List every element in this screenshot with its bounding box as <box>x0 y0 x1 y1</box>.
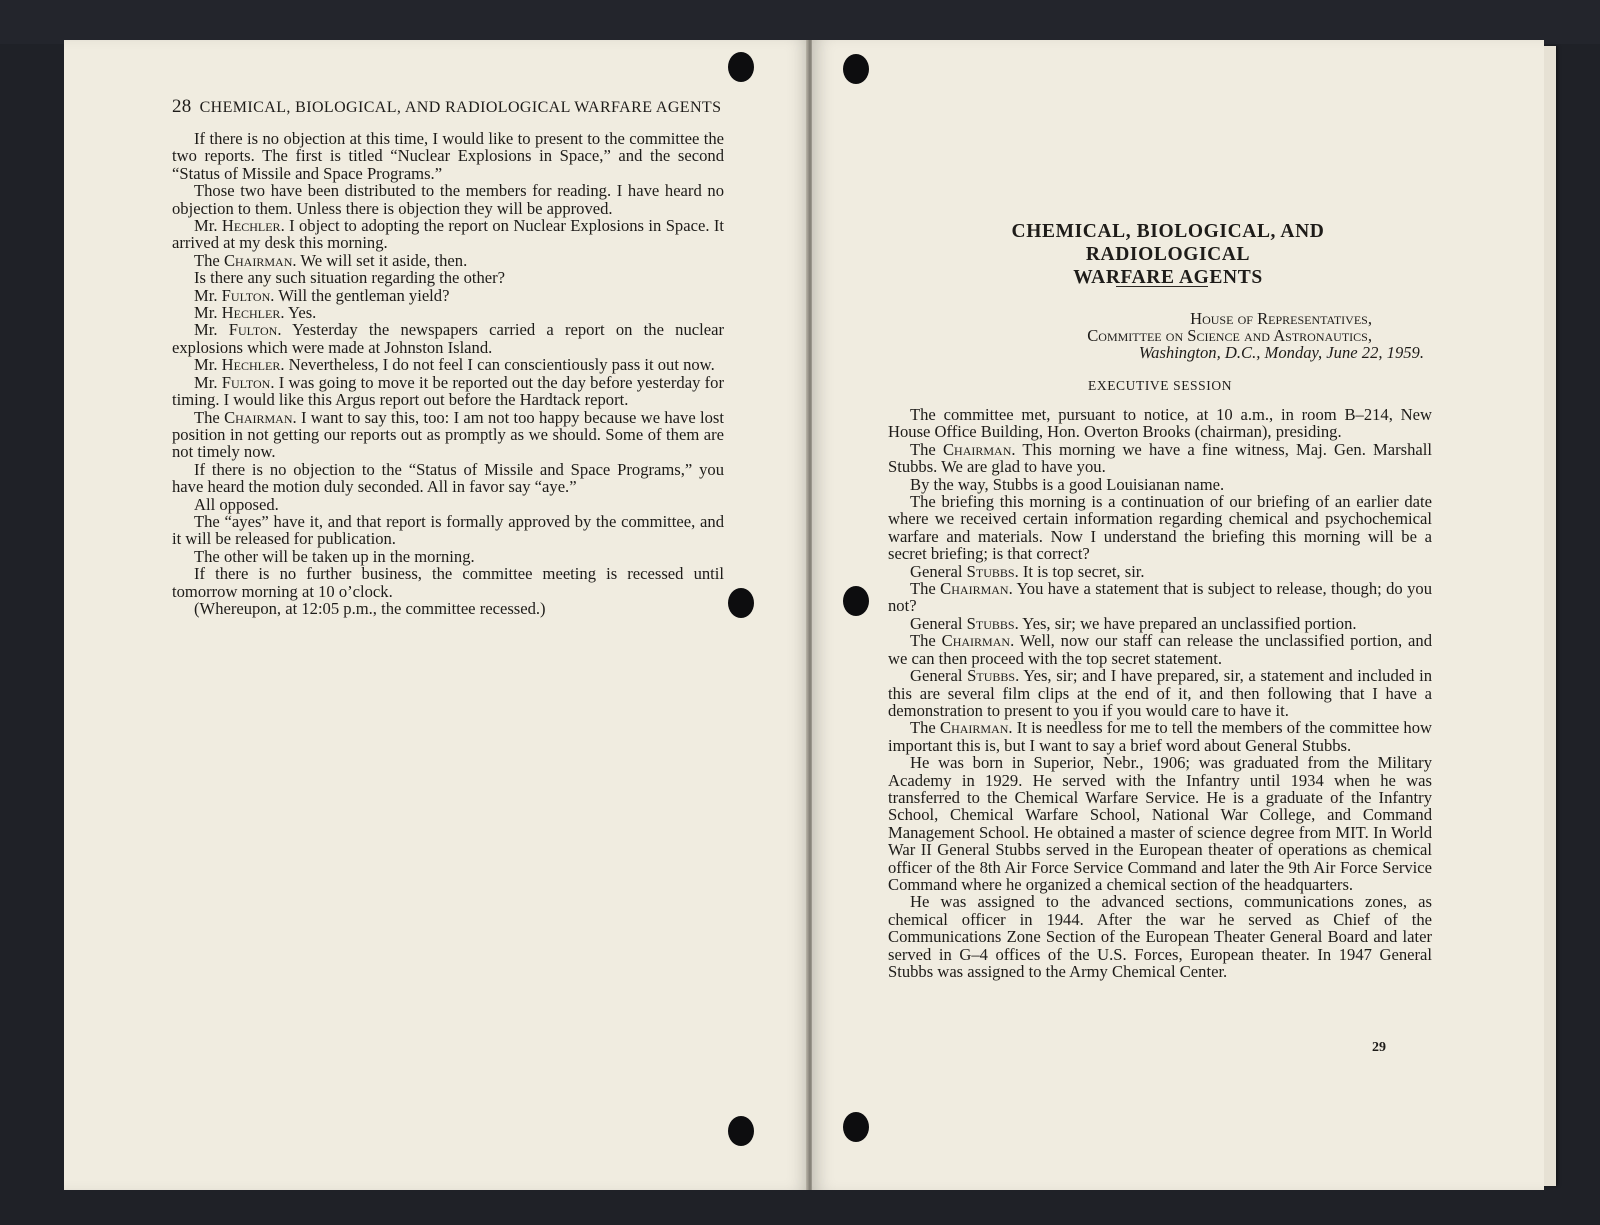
paragraph: He was assigned to the advanced sections, communications zones, as chemical officer in 1944. After the war he served as Chief of the Communications Zone Section of the European Theater General Board and later served in G–4 offices of the U.S. Forces, European theater. In 1947 General Stubbs was assigned to the Army Chemical Center. <box>888 892 1432 981</box>
paragraph: The “ayes” have it, and that report is formally approved by the committee, and it will be released for publication. <box>172 511 724 549</box>
binding-hole <box>843 1112 869 1142</box>
left-page <box>64 40 810 1190</box>
paragraph: The Chairman. It is needless for me to tell the members of the committee how important this is, but I want to say a brief word about General Stubbs. <box>888 718 1432 755</box>
paragraph: (Whereupon, at 12:05 p.m., the committee recessed.) <box>194 598 546 618</box>
session-heading: EXECUTIVE SESSION <box>1088 378 1233 393</box>
paragraph: The Chairman. Well, now our staff can release the unclassified portion, and we can then proceed with the top secret statement. <box>888 631 1432 668</box>
binding-hole <box>843 54 869 84</box>
speaker-name: Fulton <box>228 320 278 340</box>
bleed-through-text <box>174 740 734 1080</box>
title-rule <box>1116 286 1208 287</box>
right-body-text <box>888 406 1432 980</box>
paragraph: The Chairman. We will set it aside, then. <box>194 250 468 270</box>
speaker-name: Chairman <box>223 250 293 270</box>
binding-hole <box>843 586 869 616</box>
committee-line: Committee on Science and Astronautics, <box>1087 326 1372 345</box>
paragraph: He was born in Superior, Nebr., 1906; was graduated from the Military Academy in 1929. He served with the Infantry until 1934 when he was transferred to the Chemical Warfare Service. He is a graduate of the Infantry School, Chemical Warfare School, National War College, and Command Management School. He obtained a master of science degree from MIT. In World War II General Stubbs served in the European theater of operations as chemical officer of the 8th Air Force Service Command and later the 9th Air Force Service Command where he organized a chemical section of the headquarters. <box>888 753 1432 894</box>
house-line: House of Representatives, <box>1190 309 1372 328</box>
speaker-name: Chairman <box>224 407 293 427</box>
binding-hole <box>728 588 754 618</box>
paragraph: If there is no objection to the “Status of Missile and Space Programs,” you have heard the motion duly seconded. All in favor say “aye.” <box>172 459 724 497</box>
paragraph: Mr. Fulton. Will the gentleman yield? <box>194 285 450 305</box>
speaker-name: Fulton <box>221 285 271 305</box>
binding-hole <box>728 1116 754 1146</box>
paragraph: The briefing this morning is a continuation of our briefing of an earlier date where we received certain information regarding chemical and psychochemical warfare and materials. Now I understand the briefing this morning will be a secret briefing; is that correct? <box>888 492 1432 564</box>
speaker-name: Fulton <box>221 372 271 392</box>
title-line: WARFARE AGENTS <box>1073 267 1263 288</box>
paragraph: Mr. Hechler. Nevertheless, I do not feel I can conscientiously pass it out now. <box>194 355 715 375</box>
paragraph: General Stubbs. It is top secret, sir. <box>910 561 1145 581</box>
paragraph: General Stubbs. Yes, sir; we have prepared an unclassified portion. <box>910 613 1357 633</box>
paragraph: Those two have been distributed to the members for reading. I have heard no objection to them. Unless there is objection they will be approved. <box>172 181 724 218</box>
speaker-name: Stubbs <box>966 613 1015 633</box>
speaker-name: Chairman <box>942 439 1012 459</box>
speaker-name: Chairman <box>940 718 1009 738</box>
paragraph: If there is no further business, the committee meeting is recessed until tomorrow morning at 10 o’clock. <box>172 564 724 601</box>
paragraph: The Chairman. I want to say this, too: I am not too happy because we have lost position in not getting our reports out as promptly as we should. Some of them are not timely now. <box>172 407 724 462</box>
paragraph: Mr. Hechler. I object to adopting the report on Nuclear Explosions in Space. It arrived at my desk this morning. <box>172 216 724 253</box>
place-date-line: Washington, D.C., Monday, June 22, 1959. <box>1138 343 1424 362</box>
left-body-text <box>172 130 724 617</box>
paragraph: The other will be taken up in the morning. <box>194 546 475 566</box>
right-page <box>812 40 1544 1190</box>
page-number: 28 <box>172 96 192 117</box>
paragraph: Mr. Fulton. Yesterday the newspapers carried a report on the nuclear explosions which were made at Johnston Island. <box>172 320 724 357</box>
paragraph: The Chairman. You have a statement that is subject to release, though; do you not? <box>888 579 1432 616</box>
paragraph: Mr. Hechler. Yes. <box>194 303 317 323</box>
paragraph: By the way, Stubbs is a good Louisianan name. <box>910 474 1225 494</box>
paragraph: General Stubbs. Yes, sir; and I have prepared, sir, a statement and included in this are several film clips at the end of it, and then following that I have a demonstration to present to you if you would care to have it. <box>888 666 1432 720</box>
paragraph: The committee met, pursuant to notice, at 10 a.m., in room B–214, New House Office Building, Hon. Overton Brooks (chairman), presiding. <box>888 405 1432 442</box>
paragraph: All opposed. <box>194 494 279 514</box>
title-line: CHEMICAL, BIOLOGICAL, AND RADIOLOGICAL <box>1011 221 1325 265</box>
speaker-name: Stubbs <box>967 666 1016 686</box>
page-number: 29 <box>1372 1040 1386 1055</box>
speaker-name: Hechler <box>221 355 281 375</box>
running-head-title: CHEMICAL, BIOLOGICAL, AND RADIOLOGICAL WARFARE AGENTS <box>199 99 722 116</box>
speaker-name: Hechler <box>221 216 281 236</box>
binding-hole <box>728 52 754 82</box>
speaker-name: Chairman <box>940 579 1009 599</box>
running-head <box>172 96 721 118</box>
speaker-name: Chairman <box>941 631 1011 651</box>
speaker-name: Stubbs <box>966 561 1015 581</box>
document-title <box>928 220 1408 289</box>
paragraph: Mr. Fulton. I was going to move it be reported out the day before yesterday for timing. I would like this Argus report out before the Hardtack report. <box>172 372 724 410</box>
speaker-name: Hechler <box>221 303 281 323</box>
paragraph: Is there any such situation regarding the other? <box>194 268 506 288</box>
scanner-background <box>0 0 1600 44</box>
paragraph: If there is no objection at this time, I would like to present to the committee the two reports. The first is titled “Nuclear Explosions in Space,” and the second “Status of Missile and Space Programs.” <box>172 129 724 183</box>
paragraph: The Chairman. This morning we have a fine witness, Maj. Gen. Marshall Stubbs. We are glad to have you. <box>888 439 1432 477</box>
